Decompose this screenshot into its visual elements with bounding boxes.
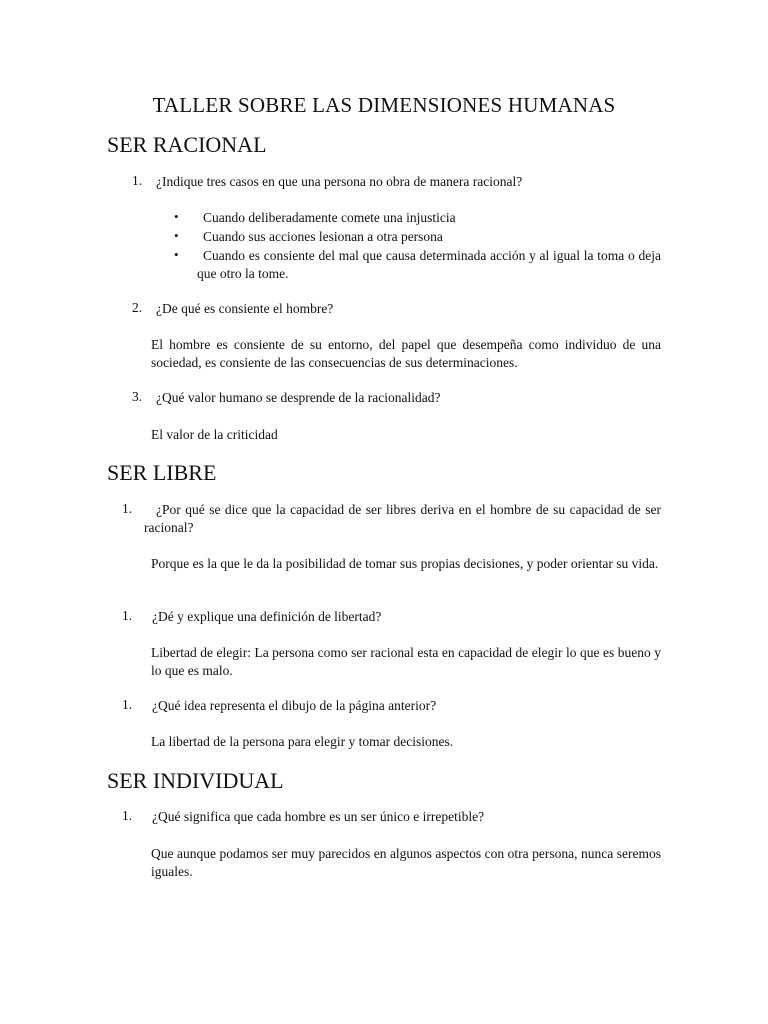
bullet-marker: • <box>174 209 179 224</box>
section-heading-ser-individual: SER INDIVIDUAL <box>107 768 284 793</box>
question-text: ¿Dé y explique una definición de libertad? <box>152 609 382 624</box>
answer-text: Que aunque podamos ser muy parecidos en algunos aspectos con otra persona, nunca seremos iguales. <box>151 846 661 879</box>
question-text: ¿Qué idea representa el dibujo de la página anterior? <box>152 698 437 713</box>
question-text: ¿Qué significa que cada hombre es un ser único e irrepetible? <box>152 809 485 824</box>
question-number: 3. <box>132 389 143 404</box>
question-text: ¿Indique tres casos en que una persona no obra de manera racional? <box>156 174 523 189</box>
bullet-marker: • <box>174 228 179 243</box>
section-heading-ser-racional: SER RACIONAL <box>107 132 267 157</box>
answer-text: Porque es la que le da la posibilidad de tomar sus propias decisiones, y poder orientar su vida. <box>151 556 659 571</box>
answer-text: El valor de la criticidad <box>151 427 278 442</box>
bullet-item: Cuando sus acciones lesionan a otra persona <box>203 229 443 244</box>
question-number: 1. <box>122 808 133 823</box>
bullet-marker: • <box>174 247 179 262</box>
question-number: 1. <box>132 173 143 188</box>
answer-text: Libertad de elegir: La persona como ser racional esta en capacidad de elegir lo que es bueno y lo que es malo. <box>151 645 661 678</box>
answer-text: El hombre es consiente de su entorno, del papel que desempeña como individuo de una sociedad, es consiente de las consecuencias de sus determinaciones. <box>151 337 661 370</box>
bullet-item: Cuando deliberadamente comete una injusticia <box>203 210 456 225</box>
bullet-item: Cuando es consiente del mal que causa determinada acción y al igual la toma o deja que otro la tome. <box>197 248 661 281</box>
document-title: TALLER SOBRE LAS DIMENSIONES HUMANAS <box>152 93 616 117</box>
question-text: ¿Por qué se dice que la capacidad de ser libres deriva en el hombre de su capacidad de ser racional? <box>144 502 661 535</box>
question-number: 2. <box>132 300 143 315</box>
answer-text: La libertad de la persona para elegir y tomar decisiones. <box>151 734 454 749</box>
question-number: 1. <box>122 697 133 712</box>
question-number: 1. <box>122 501 133 516</box>
section-heading-ser-libre: SER LIBRE <box>107 460 217 485</box>
question-text: ¿Qué valor humano se desprende de la racionalidad? <box>156 390 441 405</box>
question-text: ¿De qué es consiente el hombre? <box>156 301 334 316</box>
question-number: 1. <box>122 608 133 623</box>
